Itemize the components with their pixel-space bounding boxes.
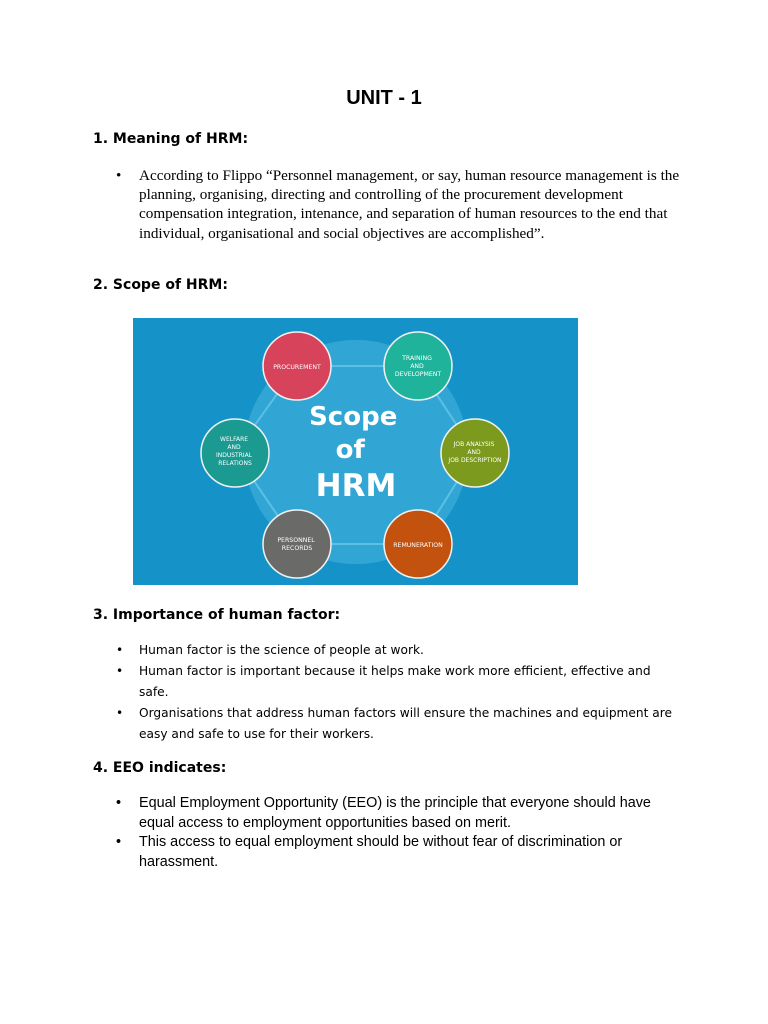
node-label: PERSONNEL RECORDS xyxy=(277,537,315,552)
page-title: UNIT - 1 xyxy=(346,87,422,109)
meaning-list xyxy=(93,166,683,243)
section-heading-meaning: 1. Meaning of HRM: xyxy=(93,131,249,147)
node-label: JOB ANALYSIS AND JOB DESCRIPTION xyxy=(448,441,502,464)
node-label: PROCUREMENT xyxy=(273,364,321,371)
node-circle xyxy=(263,510,331,578)
list-item: • According to Flippo “Personnel management, or say, human resource management is the planning, organising, directing and controlling of the procurement development compensation integration, intenance, and separation of human resources to the end that individual, organisational and social objectives are accomplished”. xyxy=(93,166,683,243)
node-remuneration xyxy=(384,510,452,578)
eeo-list xyxy=(93,794,673,872)
list-item: • Human factor is important because it helps make work more efficient, effective and safe. xyxy=(93,661,673,703)
list-item: • Organisations that address human factors will ensure the machines and equipment are easy and safe to use for their workers. xyxy=(93,703,673,745)
scope-infographic xyxy=(133,318,578,585)
section-heading-scope: 2. Scope of HRM: xyxy=(93,277,228,293)
section-heading-importance: 3. Importance of human factor: xyxy=(93,607,341,623)
importance-list xyxy=(93,640,673,745)
scope-diagram xyxy=(133,318,578,585)
center-line-of: of xyxy=(335,435,365,465)
section-heading-eeo: 4. EEO indicates: xyxy=(93,760,227,776)
node-welfare-relations xyxy=(201,419,269,487)
node-training-development xyxy=(384,332,452,400)
node-label: WELFARE AND INDUSTRIAL RELATIONS xyxy=(215,436,253,467)
list-item: • Equal Employment Opportunity (EEO) is the principle that everyone should have equal access to employment opportunities based on merit. xyxy=(93,794,673,833)
node-job-analysis xyxy=(441,419,509,487)
list-item: • Human factor is the science of people at work. xyxy=(93,640,673,661)
node-procurement xyxy=(263,332,331,400)
node-label: REMUNERATION xyxy=(393,542,443,549)
node-personnel-records xyxy=(263,510,331,578)
center-line-scope: Scope xyxy=(309,402,398,432)
center-line-hrm: HRM xyxy=(315,468,397,504)
list-item: • This access to equal employment should be without fear of discrimination or harassment. xyxy=(93,833,673,872)
node-label: TRAINING AND DEVELOPMENT xyxy=(394,355,442,378)
